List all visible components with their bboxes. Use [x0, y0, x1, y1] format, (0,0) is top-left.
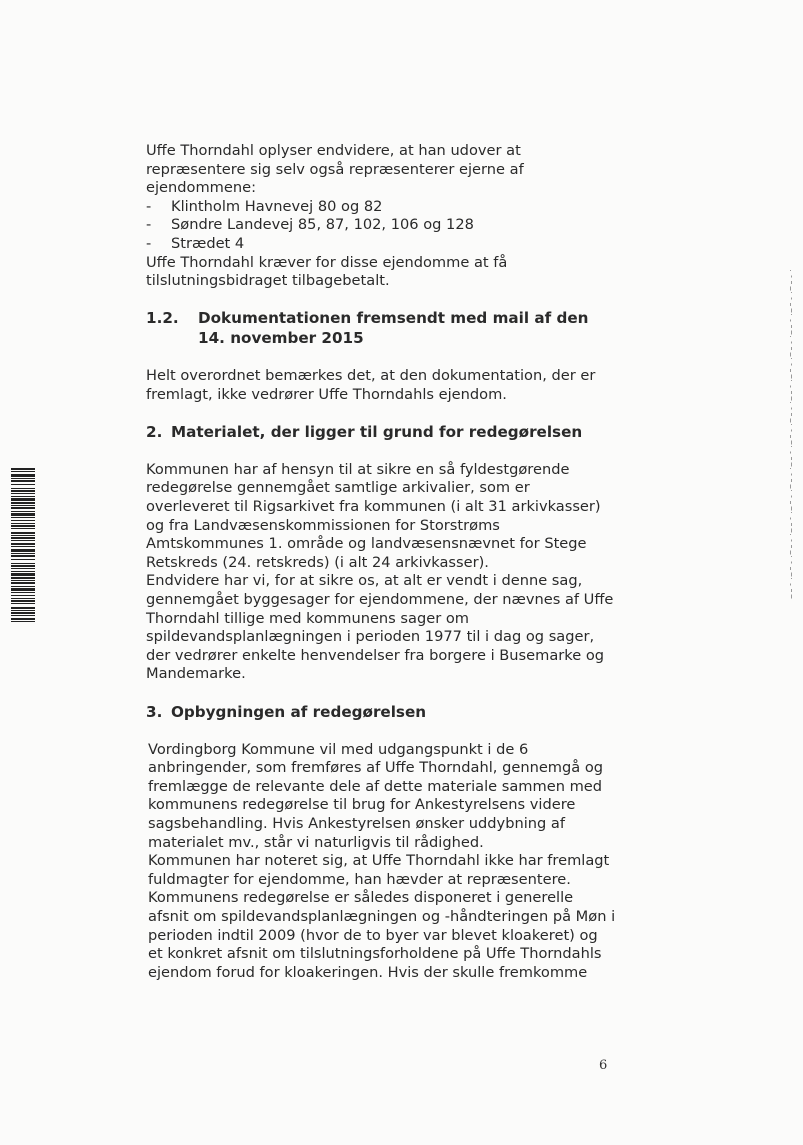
section-2-heading	[146, 423, 616, 443]
list-item: - Strædet 4	[146, 235, 616, 254]
section-2-paragraph-2: Endvidere har vi, for at sikre os, at alt er vendt i denne sag, gennemgået byggesager for ejendommene, der nævnes af Uffe Thorndahl tillige med kommunens sager om spildevandsplanlægningen i perioden 1977 til i dag og sager, der vedrører enkelte henvendelser fra borgere i Busemarke og Mandemarke.	[146, 572, 614, 683]
section-3-paragraph-1: Vordingborg Kommune vil med udgangspunkt i de 6 anbringender, som fremføres af Uffe Thorndahl, gennemgå og fremlægge de relevante dele af dette materiale sammen med kommunens redegørelse til brug for Ankestyrelsens videre sagsbehandling. Hvis Ankestyrelsen ønsker uddybning af materialet mv., står vi naturligvis til rådighed.	[148, 740, 604, 851]
barcode-image	[11, 468, 35, 622]
section-title: Dokumentationen fremsendt med mail af den 14. november 2015	[198, 309, 589, 347]
list-item: - Klintholm Havnevej 80 og 82	[146, 198, 616, 217]
section-3-paragraph-3: Kommunens redegørelse er således disponeret i generelle afsnit om spildevandsplanlægningen og -håndteringen på Møn i perioden indtil 2009 (hvor de to byer var blevet kloakeret) og et konkret afsnit om tilslutningsforholdene på Uffe Thorndahls ejendom forud for kloakeringen. Hvis der skulle fremkomme	[148, 889, 616, 981]
section-title: Opbygningen af redegørelsen	[171, 702, 427, 721]
section-2-paragraph-1: Kommunen har af hensyn til at sikre en så fyldestgørende redegørelse gennemgået samtlige arkivalier, som er overleveret til Rigsarkivet fra kommunen (i alt 31 arkivkasser) og fra Landvæsenskommissionen for Storstrøms Amtskommunes 1. område og landvæsensnævnet for Stege Retskreds (24. retskreds) (i alt 24 arkivkasser).	[146, 460, 601, 571]
document-body	[146, 142, 616, 982]
scan-edge-marks	[789, 270, 793, 600]
section-number: 1.2.	[146, 309, 179, 328]
section-3-paragraph-2: Kommunen har noteret sig, at Uffe Thorndahl ikke har fremlagt fuldmagter for ejendomme, han hævder at repræsentere.	[148, 852, 610, 888]
section-3-heading	[146, 703, 616, 723]
page-number: 6	[599, 1058, 608, 1073]
section-number: 2.	[146, 422, 163, 441]
section-1-2-body: Helt overordnet bemærkes det, at den dokumentation, der er fremlagt, ikke vedrører Uffe Thorndahls ejendom.	[146, 366, 596, 403]
section-title: Materialet, der ligger til grund for redegørelsen	[171, 422, 583, 441]
property-list	[146, 198, 616, 254]
intro-paragraph-2: Uffe Thorndahl kræver for disse ejendomme at få tilslutningsbidraget tilbagebetalt.	[146, 253, 508, 290]
list-item: - Søndre Landevej 85, 87, 102, 106 og 128	[146, 216, 616, 235]
section-3-body	[148, 741, 616, 983]
section-1-2-heading	[146, 309, 616, 348]
intro-paragraph: Uffe Thorndahl oplyser endvidere, at han udover at repræsentere sig selv også repræsenterer ejerne af ejendommene:	[146, 142, 524, 197]
section-number: 3.	[146, 702, 163, 721]
